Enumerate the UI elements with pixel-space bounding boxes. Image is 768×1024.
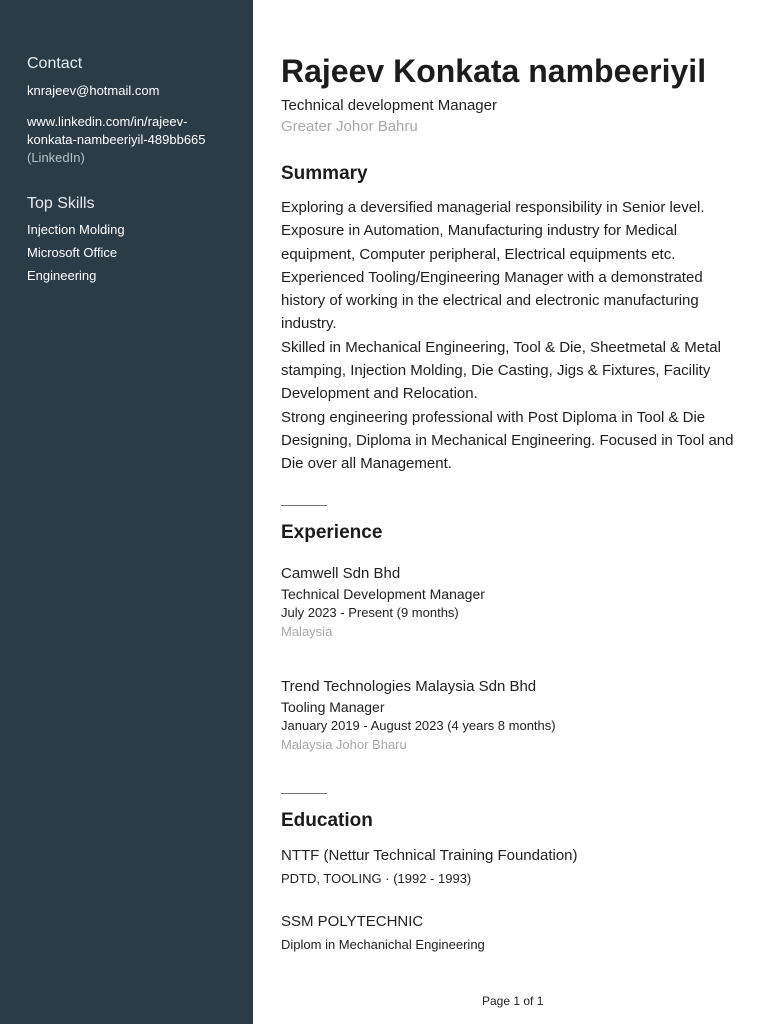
education-school: NTTF (Nettur Technical Training Foundation) xyxy=(281,847,578,864)
skill-item: Engineering xyxy=(27,268,97,283)
job-company: Trend Technologies Malaysia Sdn Bhd xyxy=(281,678,537,695)
top-skills-heading: Top Skills xyxy=(27,195,95,212)
linkedin-label: (LinkedIn) xyxy=(27,150,85,165)
profile-location: Greater Johor Bahru xyxy=(281,118,418,135)
summary-paragraph: Strong engineering professional with Post Diploma in Tool & Die Designing, Diploma in Mechanical Engineering. Focused in Tool and Die over all Management. xyxy=(281,408,734,473)
education-heading: Education xyxy=(281,810,373,831)
main-content xyxy=(253,0,768,1024)
education-degree: Diplom in Mechanichal Engineering xyxy=(281,937,485,952)
summary-paragraph: Exposure in Automation, Manufacturing industry for Medical equipment, Computer peripheral, Electrical equipments etc. xyxy=(281,222,678,263)
profile-headline: Technical development Manager xyxy=(281,97,497,114)
page-number: Page 1 of 1 xyxy=(482,994,544,1008)
profile-name: Rajeev Konkata nambeeriyil xyxy=(281,53,707,89)
experience-heading: Experience xyxy=(281,522,383,543)
summary-paragraph: Exploring a deversified managerial responsibility in Senior level. xyxy=(281,199,705,216)
email-link[interactable]: knrajeev@hotmail.com xyxy=(27,83,160,98)
skill-item: Injection Molding xyxy=(27,222,125,237)
linkedin-url-line-1: www.linkedin.com/in/rajeev- xyxy=(27,114,188,129)
job-title: Technical Development Manager xyxy=(281,586,485,602)
summary-text xyxy=(281,196,746,476)
job-title: Tooling Manager xyxy=(281,699,385,715)
education-school: SSM POLYTECHNIC xyxy=(281,913,424,930)
summary-paragraph: Experienced Tooling/Engineering Manager with a demonstrated history of working in the electrical and electronic manufacturing industry. xyxy=(281,268,703,333)
summary-paragraph: Skilled in Mechanical Engineering, Tool & Die, Sheetmetal & Metal stamping, Injection Molding, Die Casting, Jigs & Fixtures, Facility Development and Relocation. xyxy=(281,338,721,403)
job-dates: January 2019 - August 2023 (4 years 8 months) xyxy=(281,718,556,733)
section-divider xyxy=(281,505,327,506)
linkedin-link[interactable] xyxy=(27,113,232,167)
sidebar xyxy=(0,0,253,1024)
contact-heading: Contact xyxy=(27,55,83,72)
education-degree: PDTD, TOOLING · (1992 - 1993) xyxy=(281,871,472,886)
section-divider xyxy=(281,793,327,794)
summary-heading: Summary xyxy=(281,163,368,184)
job-location: Malaysia xyxy=(281,624,333,639)
linkedin-url-line-2: konkata-nambeeriyil-489bb665 xyxy=(27,132,206,147)
job-location: Malaysia Johor Bharu xyxy=(281,737,407,752)
job-company: Camwell Sdn Bhd xyxy=(281,565,401,582)
job-dates: July 2023 - Present (9 months) xyxy=(281,605,459,620)
skill-item: Microsoft Office xyxy=(27,245,118,260)
